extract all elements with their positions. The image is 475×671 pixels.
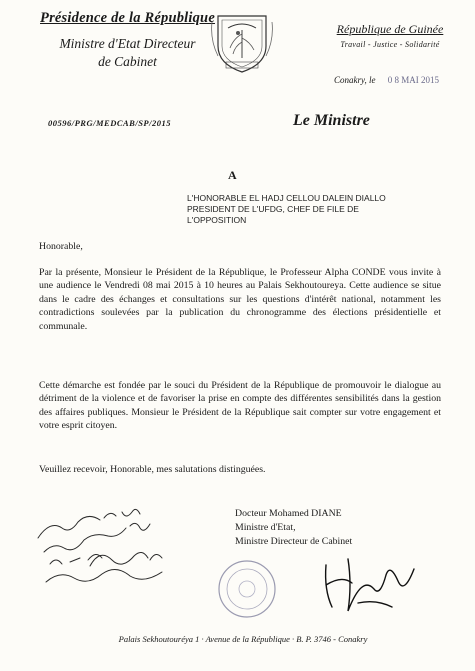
- place-date-label: Conakry, le: [334, 75, 376, 85]
- state-header: [330, 22, 450, 85]
- letterhead-footer: Palais Sekhoutouréya 1 · Avenue de la République · B. P. 3746 - Conakry: [118, 634, 368, 644]
- reference-number: 00596/PRG/MEDCAB/SP/2015: [48, 118, 171, 128]
- office-title-line1: Ministre d'Etat Directeur: [59, 36, 196, 51]
- signer-name: Docteur Mohamed DIANE: [235, 508, 342, 519]
- presidency-title: Présidence de la République: [40, 10, 215, 26]
- place-date: [330, 75, 450, 85]
- handwritten-receipt-note: [30, 500, 190, 590]
- signer-title-1: Ministre d'Etat,: [235, 522, 296, 533]
- closing-line: Veuillez recevoir, Honorable, mes salutations distinguées.: [39, 464, 266, 475]
- addressee-line1: L'HONORABLE EL HADJ CELLOU DALEIN DIALLO: [187, 193, 386, 203]
- coat-of-arms-emblem: [208, 6, 276, 76]
- office-title-line2: de Cabinet: [98, 54, 157, 69]
- addressee-line2: PRESIDENT DE L'UFDG, CHEF DE FILE DE: [187, 204, 359, 214]
- body-paragraph-1: Par la présente, Monsieur le Président de la République, le Professeur Alpha CONDE vous invite à une audience le Vendredi 08 mai 2015 à 10 heures au Palais Sekhoutoureya. Cette audience se situe dans le cadre des échanges et consultations sur les questions d'intérêt national, notamment les contradictions soulevées par la publication du chronogramme des élections présidentielle et communale.: [39, 267, 441, 332]
- date-stamp: 0 8 MAI 2015: [387, 75, 439, 85]
- body-paragraph-2: Cette démarche est fondée par le souci du Président de la République de promouvoir le dialogue au détriment de la violence et de favoriser la prise en compte des différentes sensibilités dans la gestion des affaires publiques. Monsieur le Président de la République sait compter sur votre engagement et votre esprit citoyen.: [39, 380, 441, 432]
- official-stamp: [216, 558, 278, 620]
- addressee-line3: L'OPPOSITION: [187, 215, 247, 225]
- signer-title-2: Ministre Directeur de Cabinet: [235, 536, 353, 547]
- republic-name: République de Guinée: [336, 22, 444, 36]
- addressee-block: [187, 193, 447, 226]
- handwritten-signature: [318, 545, 418, 625]
- issuer-header: [40, 10, 215, 71]
- addressee-label: A: [228, 168, 237, 182]
- signer-block: [235, 507, 352, 549]
- national-motto: Travail - Justice - Solidarité: [340, 40, 440, 49]
- minister-heading: Le Ministre: [293, 112, 370, 129]
- salutation: Honorable,: [39, 241, 83, 252]
